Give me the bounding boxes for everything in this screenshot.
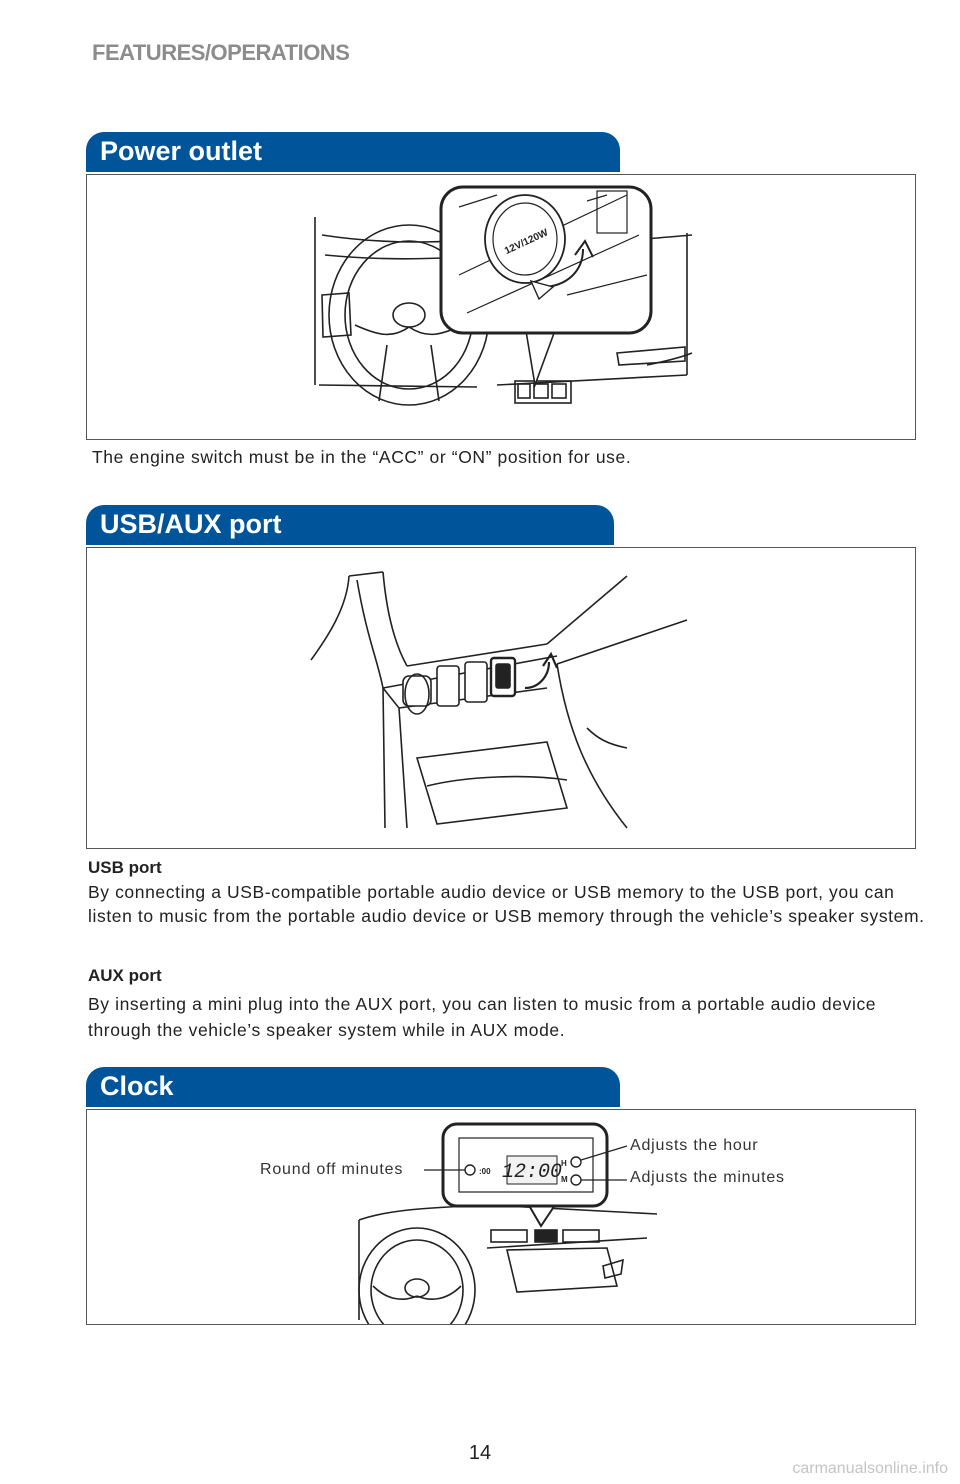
usb-port-text: By connecting a USB-compatible portable audio device or USB memory to the USB port, you can listen to music from the portable audio device or USB memory through the vehicle’s speaker system. xyxy=(88,882,925,926)
power-outlet-title: Power outlet xyxy=(86,132,620,170)
minute-button xyxy=(571,1175,581,1185)
clock-display-time: 12:00 xyxy=(501,1161,563,1184)
power-outlet-illustration xyxy=(86,174,916,440)
usb-aux-illustration xyxy=(86,547,916,849)
callout-round-off-minutes: Round off minutes xyxy=(260,1161,404,1178)
callout-adjusts-hour: Adjusts the hour xyxy=(630,1137,759,1154)
usb-aux-title: USB/AUX port xyxy=(86,505,614,543)
power-outlet-note: The engine switch must be in the “ACC” or “ON” position for use. xyxy=(92,447,632,467)
watermark: carmanualsonline.info xyxy=(792,1460,948,1477)
aux-port-heading: AUX port xyxy=(88,966,162,985)
callout-adjusts-minutes: Adjusts the minutes xyxy=(630,1169,785,1186)
section-header: FEATURES/OPERATIONS xyxy=(92,40,350,65)
aux-port-text: By inserting a mini plug into the AUX port, you can listen to music from a portable audio device through the vehicle’s speaker system while in AUX mode. xyxy=(88,994,877,1040)
round-off-button xyxy=(465,1165,475,1175)
clock-illustration xyxy=(86,1109,916,1325)
hour-button-label: H xyxy=(561,1159,567,1168)
usb-port-heading: USB port xyxy=(88,858,162,877)
clock-title: Clock xyxy=(86,1067,620,1105)
round-off-button-label: :00 xyxy=(479,1167,491,1176)
outlet-cap-label: 12V/120W xyxy=(502,227,550,258)
page-number: 14 xyxy=(468,1442,492,1464)
hour-button xyxy=(571,1157,581,1167)
minute-button-label: M xyxy=(561,1175,568,1184)
